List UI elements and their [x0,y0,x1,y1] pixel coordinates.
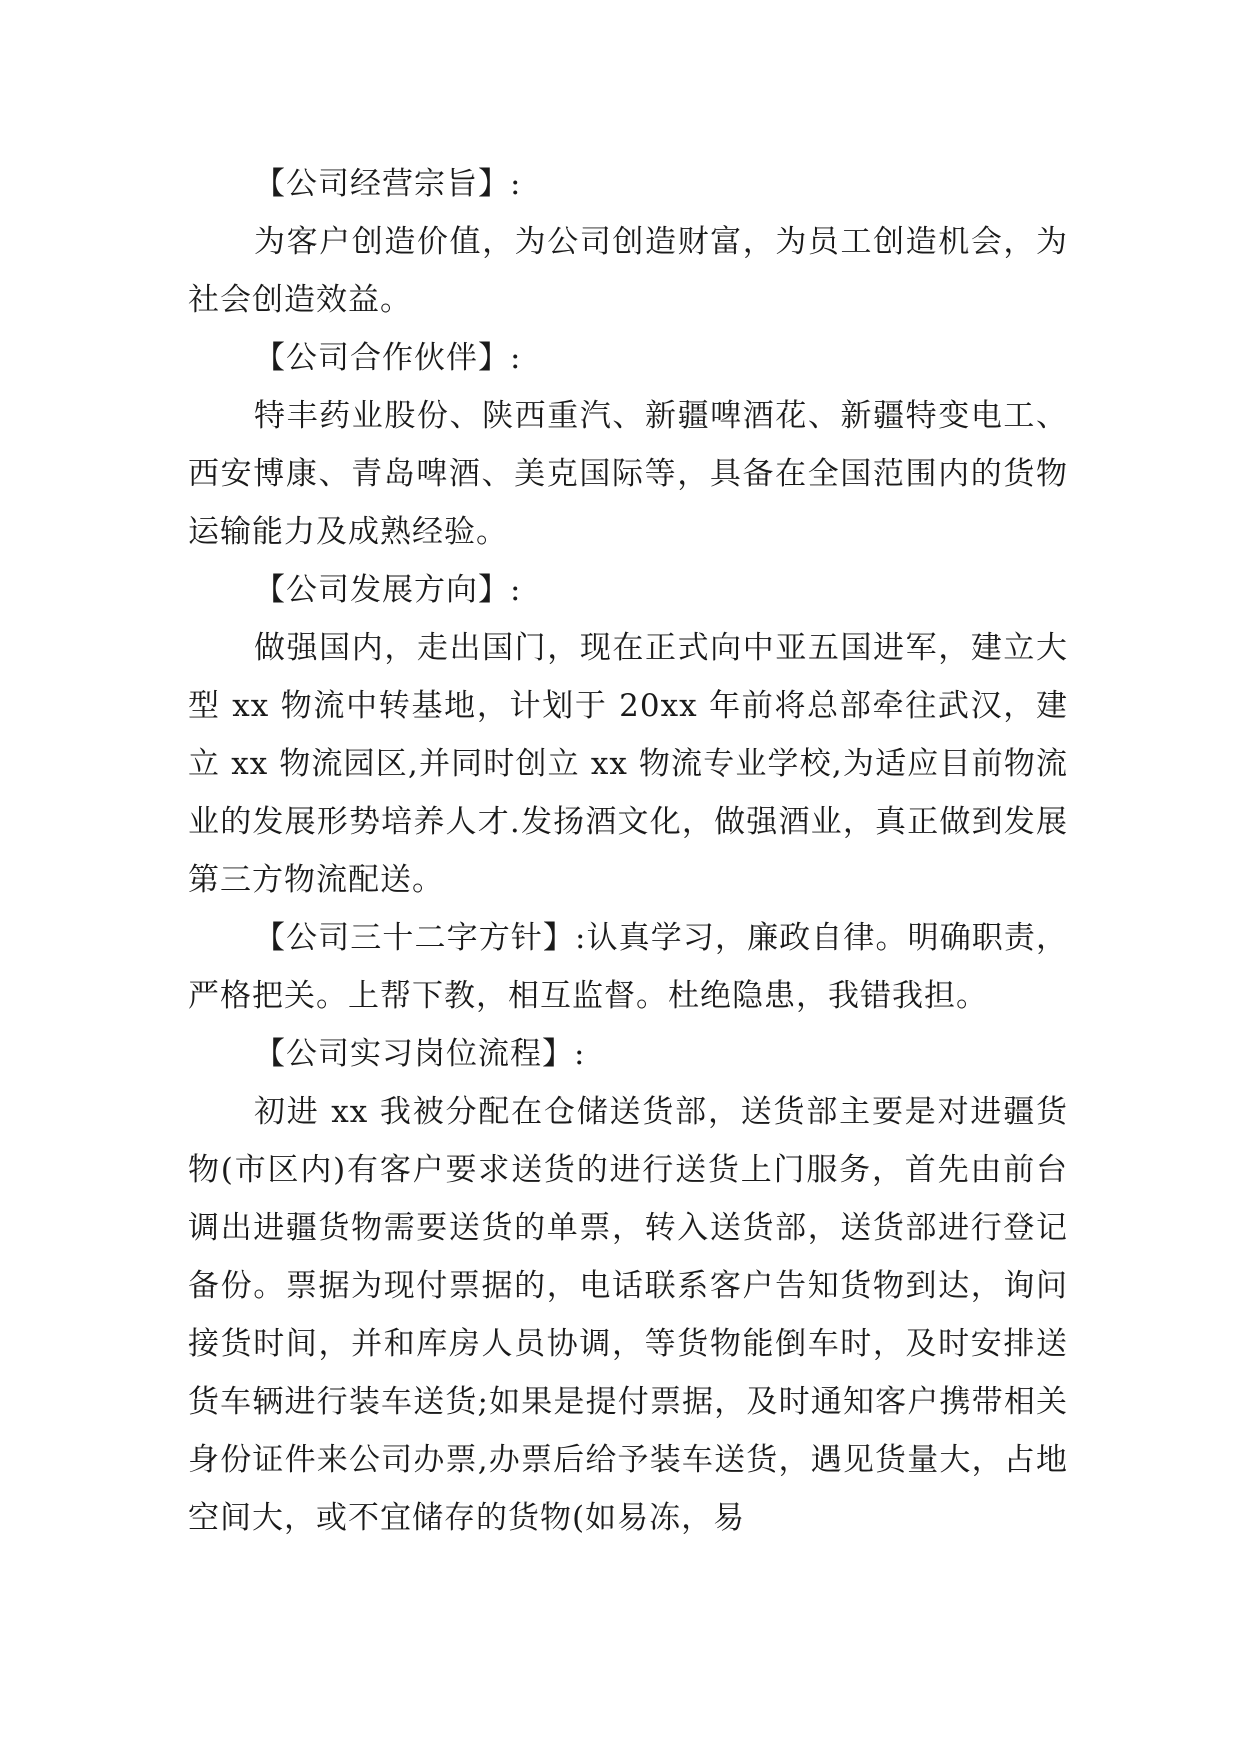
section-heading-policy: 【公司三十二字方针】: [254,920,587,956]
section-body-internship-process: 初进 xx 我被分配在仓储送货部，送货部主要是对进疆货物(市区内)有客户要求送货的进行送货上门服务，首先由前台调出进疆货物需要送货的单票，转入送货部，送货部进行登记备份。票据为现付票据的，电话联系客户告知货物到达，询问接货时间，并和库房人员协调，等货物能倒车时，及时安排送货车辆进行装车送货;如果是提付票据，及时通知客户携带相关身份证件来公司办票,办票后给予装车送货，遇见货量大，占地空间大，或不宜储存的货物(如易冻，易 [188,1094,1068,1536]
section-thirty-two-character-policy [188,909,1068,1025]
section-heading-development-direction: 【公司发展方向】: [254,572,522,608]
section-heading-internship-process: 【公司实习岗位流程】: [254,1036,586,1072]
section-body-partners: 特丰药业股份、陕西重汽、新疆啤酒花、新疆特变电工、西安博康、青岛啤酒、美克国际等，具备在全国范围内的货物运输能力及成熟经验。 [188,398,1068,550]
document-body [188,155,1068,1547]
section-heading-business-purpose: 【公司经营宗旨】: [254,166,522,202]
section-body-business-purpose: 为客户创造价值，为公司创造财富，为员工创造机会，为社会创造效益。 [188,224,1068,318]
section-body-development-direction: 做强国内，走出国门，现在正式向中亚五国进军，建立大型 xx 物流中转基地，计划于 20xx 年前将总部牵往武汉，建立 xx 物流园区,并同时创立 xx 物流专业学校,为适应目前物流业的发展形势培养人才.发扬酒文化，做强酒业，真正做到发展第三方物流配送。 [188,630,1068,898]
section-body-policy: 认真学习，廉政自律。明确职责，严格把关。上帮下教，相互监督。杜绝隐患，我错我担。 [188,920,1068,1014]
section-heading-partners: 【公司合作伙伴】: [254,340,522,376]
